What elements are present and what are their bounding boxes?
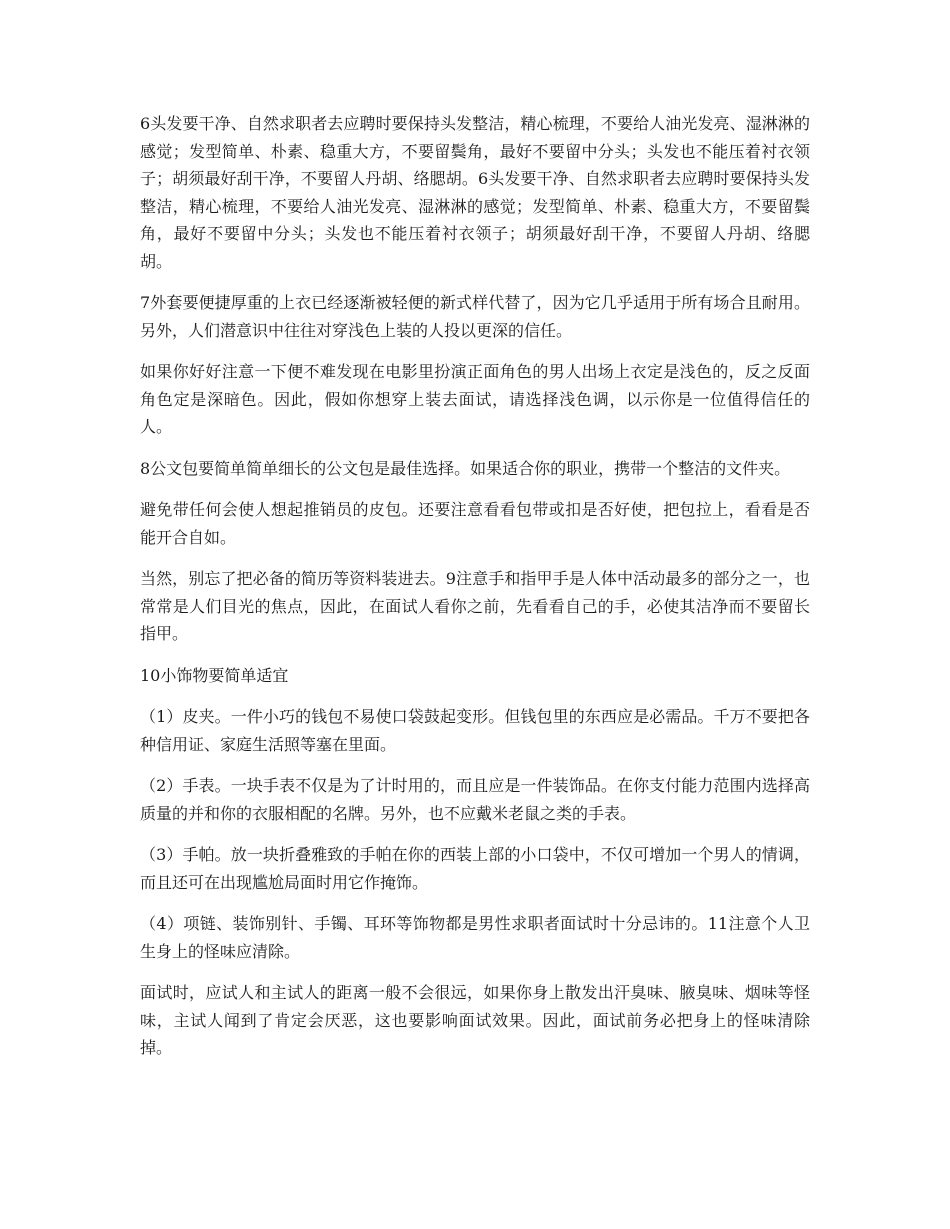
paragraph-hands: 当然，别忘了把必备的简历等资料装进去。9注意手和指甲手是人体中活动最多的部分之一，也常常是人们目光的焦点，因此，在面试人看你之前，先看看自己的手，必使其洁净而不要留长指甲。 [140, 569, 810, 643]
document-body [140, 110, 810, 1076]
paragraph-accessories-heading: 10小饰物要简单适宜 [140, 665, 289, 685]
paragraph-coat-color: 如果你好好注意一下便不难发现在电影里扮演正面角色的男人出场上衣定是浅色的，反之反面角色定是深暗色。因此，假如你想穿上装去面试，请选择浅色调，以示你是一位值得信任的人。 [140, 362, 810, 436]
paragraph-odor: 面试时，应试人和主试人的距离一般不会很远，如果你身上散发出汗臭味、腋臭味、烟味等怪味，主试人闻到了肯定会厌恶，这也要影响面试效果。因此，面试前务必把身上的怪味清除掉。 [140, 983, 810, 1057]
paragraph-briefcase: 8公文包要简单简单细长的公文包是最佳选择。如果适合你的职业，携带一个整洁的文件夹。 [140, 458, 791, 478]
paragraph-handkerchief: （3）手帕。放一块折叠雅致的手帕在你的西装上部的小口袋中，不仅可增加一个男人的情调，而且还可在出现尴尬局面时用它作掩饰。 [140, 845, 810, 892]
paragraph-wallet: （1）皮夹。一件小巧的钱包不易使口袋鼓起变形。但钱包里的东西应是必需品。千万不要把各种信用证、家庭生活照等塞在里面。 [140, 707, 810, 754]
paragraph-watch: （2）手表。一块手表不仅是为了计时用的，而且应是一件装饰品。在你支付能力范围内选择高质量的并和你的衣服相配的名牌。另外，也不应戴米老鼠之类的手表。 [140, 776, 810, 823]
paragraph-bag: 避免带任何会使人想起推销员的皮包。还要注意看看包带或扣是否好使，把包拉上，看看是否能开合自如。 [140, 500, 810, 547]
paragraph-jewelry: （4）项链、装饰别针、手镯、耳环等饰物都是男性求职者面试时十分忌讳的。11注意个人卫生身上的怪味应清除。 [140, 914, 810, 961]
paragraph-coat: 7外套要便捷厚重的上衣已经逐渐被轻便的新式样代替了，因为它几乎适用于所有场合且耐用。另外，人们潜意识中往往对穿浅色上装的人投以更深的信任。 [140, 293, 810, 340]
paragraph-hair: 6头发要干净、自然求职者去应聘时要保持头发整洁，精心梳理，不要给人油光发亮、湿淋淋的感觉；发型简单、朴素、稳重大方，不要留鬓角，最好不要留中分头；头发也不能压着衬衣领子；胡须最好刮干净，不要留人丹胡、络腮胡。6头发要干净、自然求职者去应聘时要保持头发整洁，精心梳理，不要给人油光发亮、湿淋淋的感觉；发型简单、朴素、稳重大方，不要留鬓角，最好不要留中分头；头发也不能压着衬衣领子；胡须最好刮干净，不要留人丹胡、络腮胡。 [140, 114, 810, 271]
